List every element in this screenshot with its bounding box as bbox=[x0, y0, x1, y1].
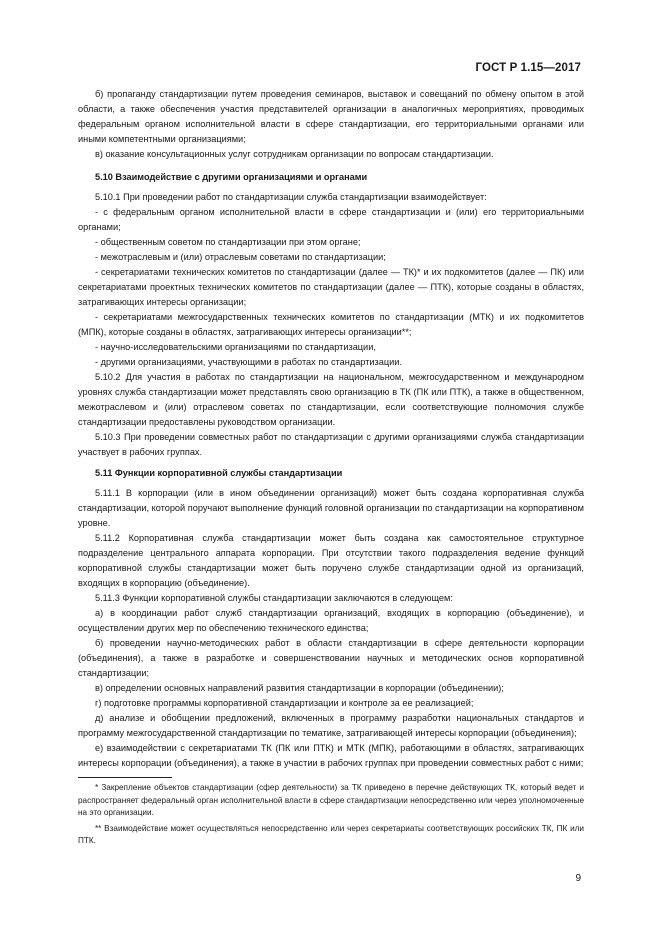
section-heading-5-10: 5.10 Взаимодействие с другими организациями и органами bbox=[95, 172, 368, 182]
page-number: 9 bbox=[575, 873, 581, 884]
paragraph-5-10-1: 5.10.1 При проведении работ по стандартизации служба стандартизации взаимодействует: bbox=[95, 192, 487, 202]
paragraph-5-11-1: 5.11.1 В корпорации (или в ином объединении организаций) может быть создана корпоративная служба стандартизации, которой поручают выполнение функций головной организации по стандартизации на корпоративном уровне. bbox=[78, 488, 584, 528]
paragraph-5-10-3: 5.10.3 При проведении совместных работ по стандартизации с другими организациями служба стандартизации участвует в рабочих группах. bbox=[78, 432, 584, 457]
list-item: а) в координации работ служб стандартизации организаций, входящих в корпорацию (объединение), и осуществлении других мер по обеспечению технического единства; bbox=[78, 608, 584, 633]
standard-code: ГОСТ Р 1.15—2017 bbox=[475, 62, 581, 74]
paragraph-5-11-2: 5.11.2 Корпоративная служба стандартизации может быть создана как самостоятельное структурное подразделение центрального аппарата корпорации. При отсутствии такого подразделения ведение функций корпоративной службы стандартизации может быть поручено службе стандартизации одной из организаций, входящих в корпорацию (объединение). bbox=[78, 533, 584, 588]
list-item: е) взаимодействии с секретариатами ТК (ПК или ПТК) и МТК (МПК), работающими в областях, затрагивающих интересы корпорации (объединения), а также в участии в рабочих группах при проведении совместных работ с ними; bbox=[78, 743, 584, 768]
paragraph: в) оказание консультационных услуг сотрудникам организации по вопросам стандартизации. bbox=[95, 149, 494, 159]
list-item: - межотраслевым и (или) отраслевым советами по стандартизации; bbox=[95, 252, 386, 262]
footnote-divider bbox=[78, 777, 172, 778]
paragraph-5-11-3: 5.11.3 Функции корпоративной службы стандартизации заключаются в следующем: bbox=[95, 593, 453, 603]
list-item: - научно-исследовательскими организациями по стандартизации, bbox=[95, 342, 376, 352]
list-item: - с федеральным органом исполнительной власти в сфере стандартизации и (или) его территориальными органами; bbox=[78, 207, 584, 232]
footnote: * Закрепление объектов стандартизации (сфер деятельности) за ТК приведено в перечне действующих ТК, который ведет и распространяет федеральный орган исполнительной власти в сфере стандартизации непосредственно или через уполномоченные на это организации. bbox=[78, 783, 584, 817]
list-item: - общественным советом по стандартизации при этом органе; bbox=[95, 237, 361, 247]
footnote: ** Взаимодействие может осуществляться непосредственно или через секретариаты соответствующих российских ТК, ПК или ПТК. bbox=[78, 823, 584, 845]
list-item: в) определении основных направлений развития стандартизации в корпорации (объединении); bbox=[95, 683, 504, 693]
list-item: - другими организациями, участвующими в работах по стандартизации. bbox=[95, 357, 402, 367]
list-item: г) подготовке программы корпоративной стандартизации и контроле за ее реализацией; bbox=[95, 698, 474, 708]
list-item: - секретариатами межгосударственных технических комитетов по стандартизации (МТК) и их подкомитетов (МПК), которые созданы в областях, затрагивающих интересы организации**; bbox=[78, 312, 584, 337]
paragraph: б) пропаганду стандартизации путем проведения семинаров, выставок и совещаний по обмену опытом в этой области, а также обеспечения участия представителей организации в аналогичных мероприятиях, проводимых федеральным органом исполнительной власти в сфере стандартизации, его территориальными органами или иными компетентными организациями; bbox=[78, 89, 584, 144]
list-item: - секретариатами технических комитетов по стандартизации (далее — ТК)* и их подкомитетов (далее — ПК) или секретариатами проектных технических комитетов по стандартизации (далее — ПТК), которые созданы в областях, затрагивающих интересы организации; bbox=[78, 267, 584, 307]
section-heading-5-11: 5.11 Функции корпоративной службы стандартизации bbox=[95, 468, 343, 478]
list-item: б) проведении научно-методических работ в области стандартизации в сфере деятельности корпорации (объединения), а также в разработке и совершенствовании научных и методических основ корпоративной стандартизации; bbox=[78, 638, 584, 678]
list-item: д) анализе и обобщении предложений, включенных в программу разработки национальных стандартов и программу межгосударственной стандартизации по тематике, затрагивающей интересы корпорации (объединения); bbox=[78, 713, 584, 738]
paragraph-5-10-2: 5.10.2 Для участия в работах по стандартизации на национальном, межгосударственном и международном уровнях служба стандартизации может представлять свою организацию в ТК (ПК или ПТК), а также в общественном, межотраслевом и (или) отраслевом советах по стандартизации, если соответствующие полномочия службе стандартизации предоставлены руководством организации. bbox=[78, 372, 584, 427]
page-body bbox=[78, 87, 584, 848]
